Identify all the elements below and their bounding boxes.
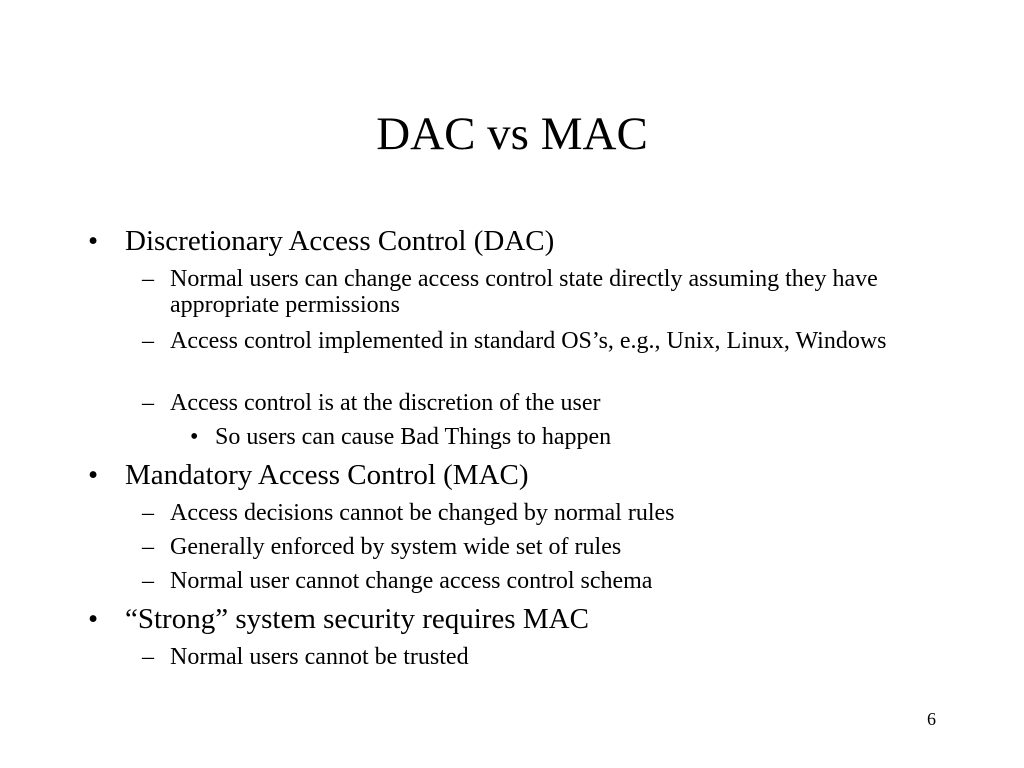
list-item-text: Mandatory Access Control (MAC) <box>125 459 529 491</box>
list-item <box>88 224 928 258</box>
list-item <box>142 266 912 318</box>
list-item <box>190 424 890 450</box>
dash-marker: – <box>142 644 154 670</box>
dash-marker: – <box>142 568 154 594</box>
list-item-text: Discretionary Access Control (DAC) <box>125 225 555 257</box>
list-item <box>142 644 912 670</box>
list-item <box>88 602 928 636</box>
list-item-text: Access control implemented in standard OS’s, e.g., Unix, Linux, Windows <box>170 328 887 354</box>
list-item <box>142 500 912 526</box>
list-item-text: Access decisions cannot be changed by normal rules <box>170 500 675 526</box>
slide-title: DAC vs MAC <box>376 108 648 160</box>
list-item-text: Normal user cannot change access control schema <box>170 568 653 594</box>
bullet-marker: • <box>88 225 99 257</box>
dash-marker: – <box>142 266 154 292</box>
list-item <box>142 568 912 594</box>
dash-marker: – <box>142 500 154 526</box>
page-number: 6 <box>927 709 936 729</box>
dash-marker: – <box>142 390 154 416</box>
list-item <box>88 458 928 492</box>
list-item <box>142 328 912 354</box>
bullet-marker: • <box>88 603 99 635</box>
list-item <box>142 534 912 560</box>
list-item-text: Normal users can change access control state directly assuming they have appropriate permissions <box>170 266 878 318</box>
list-item-text: Normal users cannot be trusted <box>170 644 469 670</box>
dash-marker: – <box>142 328 154 354</box>
list-item-text: Generally enforced by system wide set of rules <box>170 534 622 560</box>
list-item <box>142 390 912 416</box>
list-item-text: Access control is at the discretion of the user <box>170 390 601 416</box>
bullet-marker: • <box>88 459 99 491</box>
list-item-text: “Strong” system security requires MAC <box>125 603 589 635</box>
list-item-text: So users can cause Bad Things to happen <box>215 424 612 450</box>
bullet-marker: • <box>190 424 199 450</box>
dash-marker: – <box>142 534 154 560</box>
